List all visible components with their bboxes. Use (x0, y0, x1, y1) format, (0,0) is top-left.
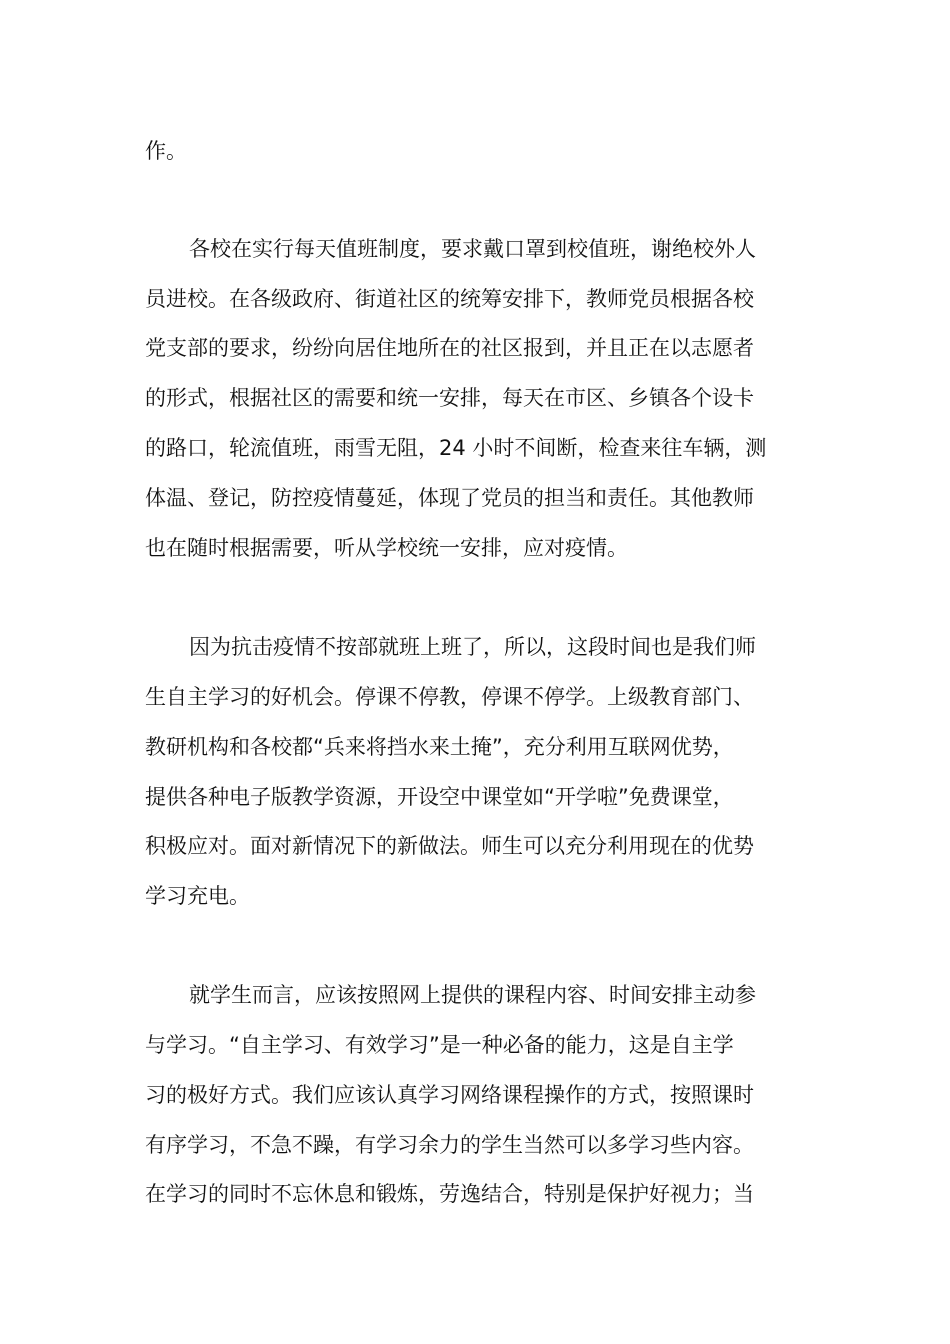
text-line: 也在随时根据需要，听从学校统一安排，应对疫情。 (145, 536, 628, 560)
text-line: 员进校。在各级政府、街道社区的统筹安排下，教师党员根据各校 (145, 287, 754, 311)
text-line: 在学习的同时不忘休息和锻炼，劳逸结合，特别是保护好视力；当 (145, 1182, 754, 1206)
text-line: 的路口，轮流值班，雨雪无阻，24 小时不间断，检查来往车辆，测 (145, 436, 767, 460)
text-line: 各校在实行每天值班制度，要求戴口罩到校值班，谢绝校外人 (189, 237, 756, 261)
text-line: 作。 (145, 139, 187, 163)
text-line: 学习充电。 (145, 884, 250, 908)
text-line: 就学生而言，应该按照网上提供的课程内容、时间安排主动参 (189, 983, 756, 1007)
text-line: 党支部的要求，纷纷向居住地所在的社区报到，并且正在以志愿者 (145, 336, 754, 360)
text-line: 提供各种电子版教学资源，开设空中课堂如“开学啦”免费课堂， (145, 785, 734, 809)
text-line: 与学习。“自主学习、有效学习”是一种必备的能力，这是自主学 (145, 1033, 734, 1057)
text-line: 习的极好方式。我们应该认真学习网络课程操作的方式，按照课时 (145, 1083, 754, 1107)
text-line: 积极应对。面对新情况下的新做法。师生可以充分利用现在的优势 (145, 834, 754, 858)
text-line: 教研机构和各校都“兵来将挡水来土掩”，充分利用互联网优势， (145, 735, 734, 759)
text-line: 的形式，根据社区的需要和统一安排，每天在市区、乡镇各个设卡 (145, 386, 754, 410)
text-line: 有序学习，不急不躁，有学习余力的学生当然可以多学习些内容。 (145, 1133, 754, 1157)
text-line: 因为抗击疫情不按部就班上班了，所以，这段时间也是我们师 (189, 635, 756, 659)
text-line: 生自主学习的好机会。停课不停教，停课不停学。上级教育部门、 (145, 685, 754, 709)
text-line: 体温、登记，防控疫情蔓延，体现了党员的担当和责任。其他教师 (145, 486, 754, 510)
